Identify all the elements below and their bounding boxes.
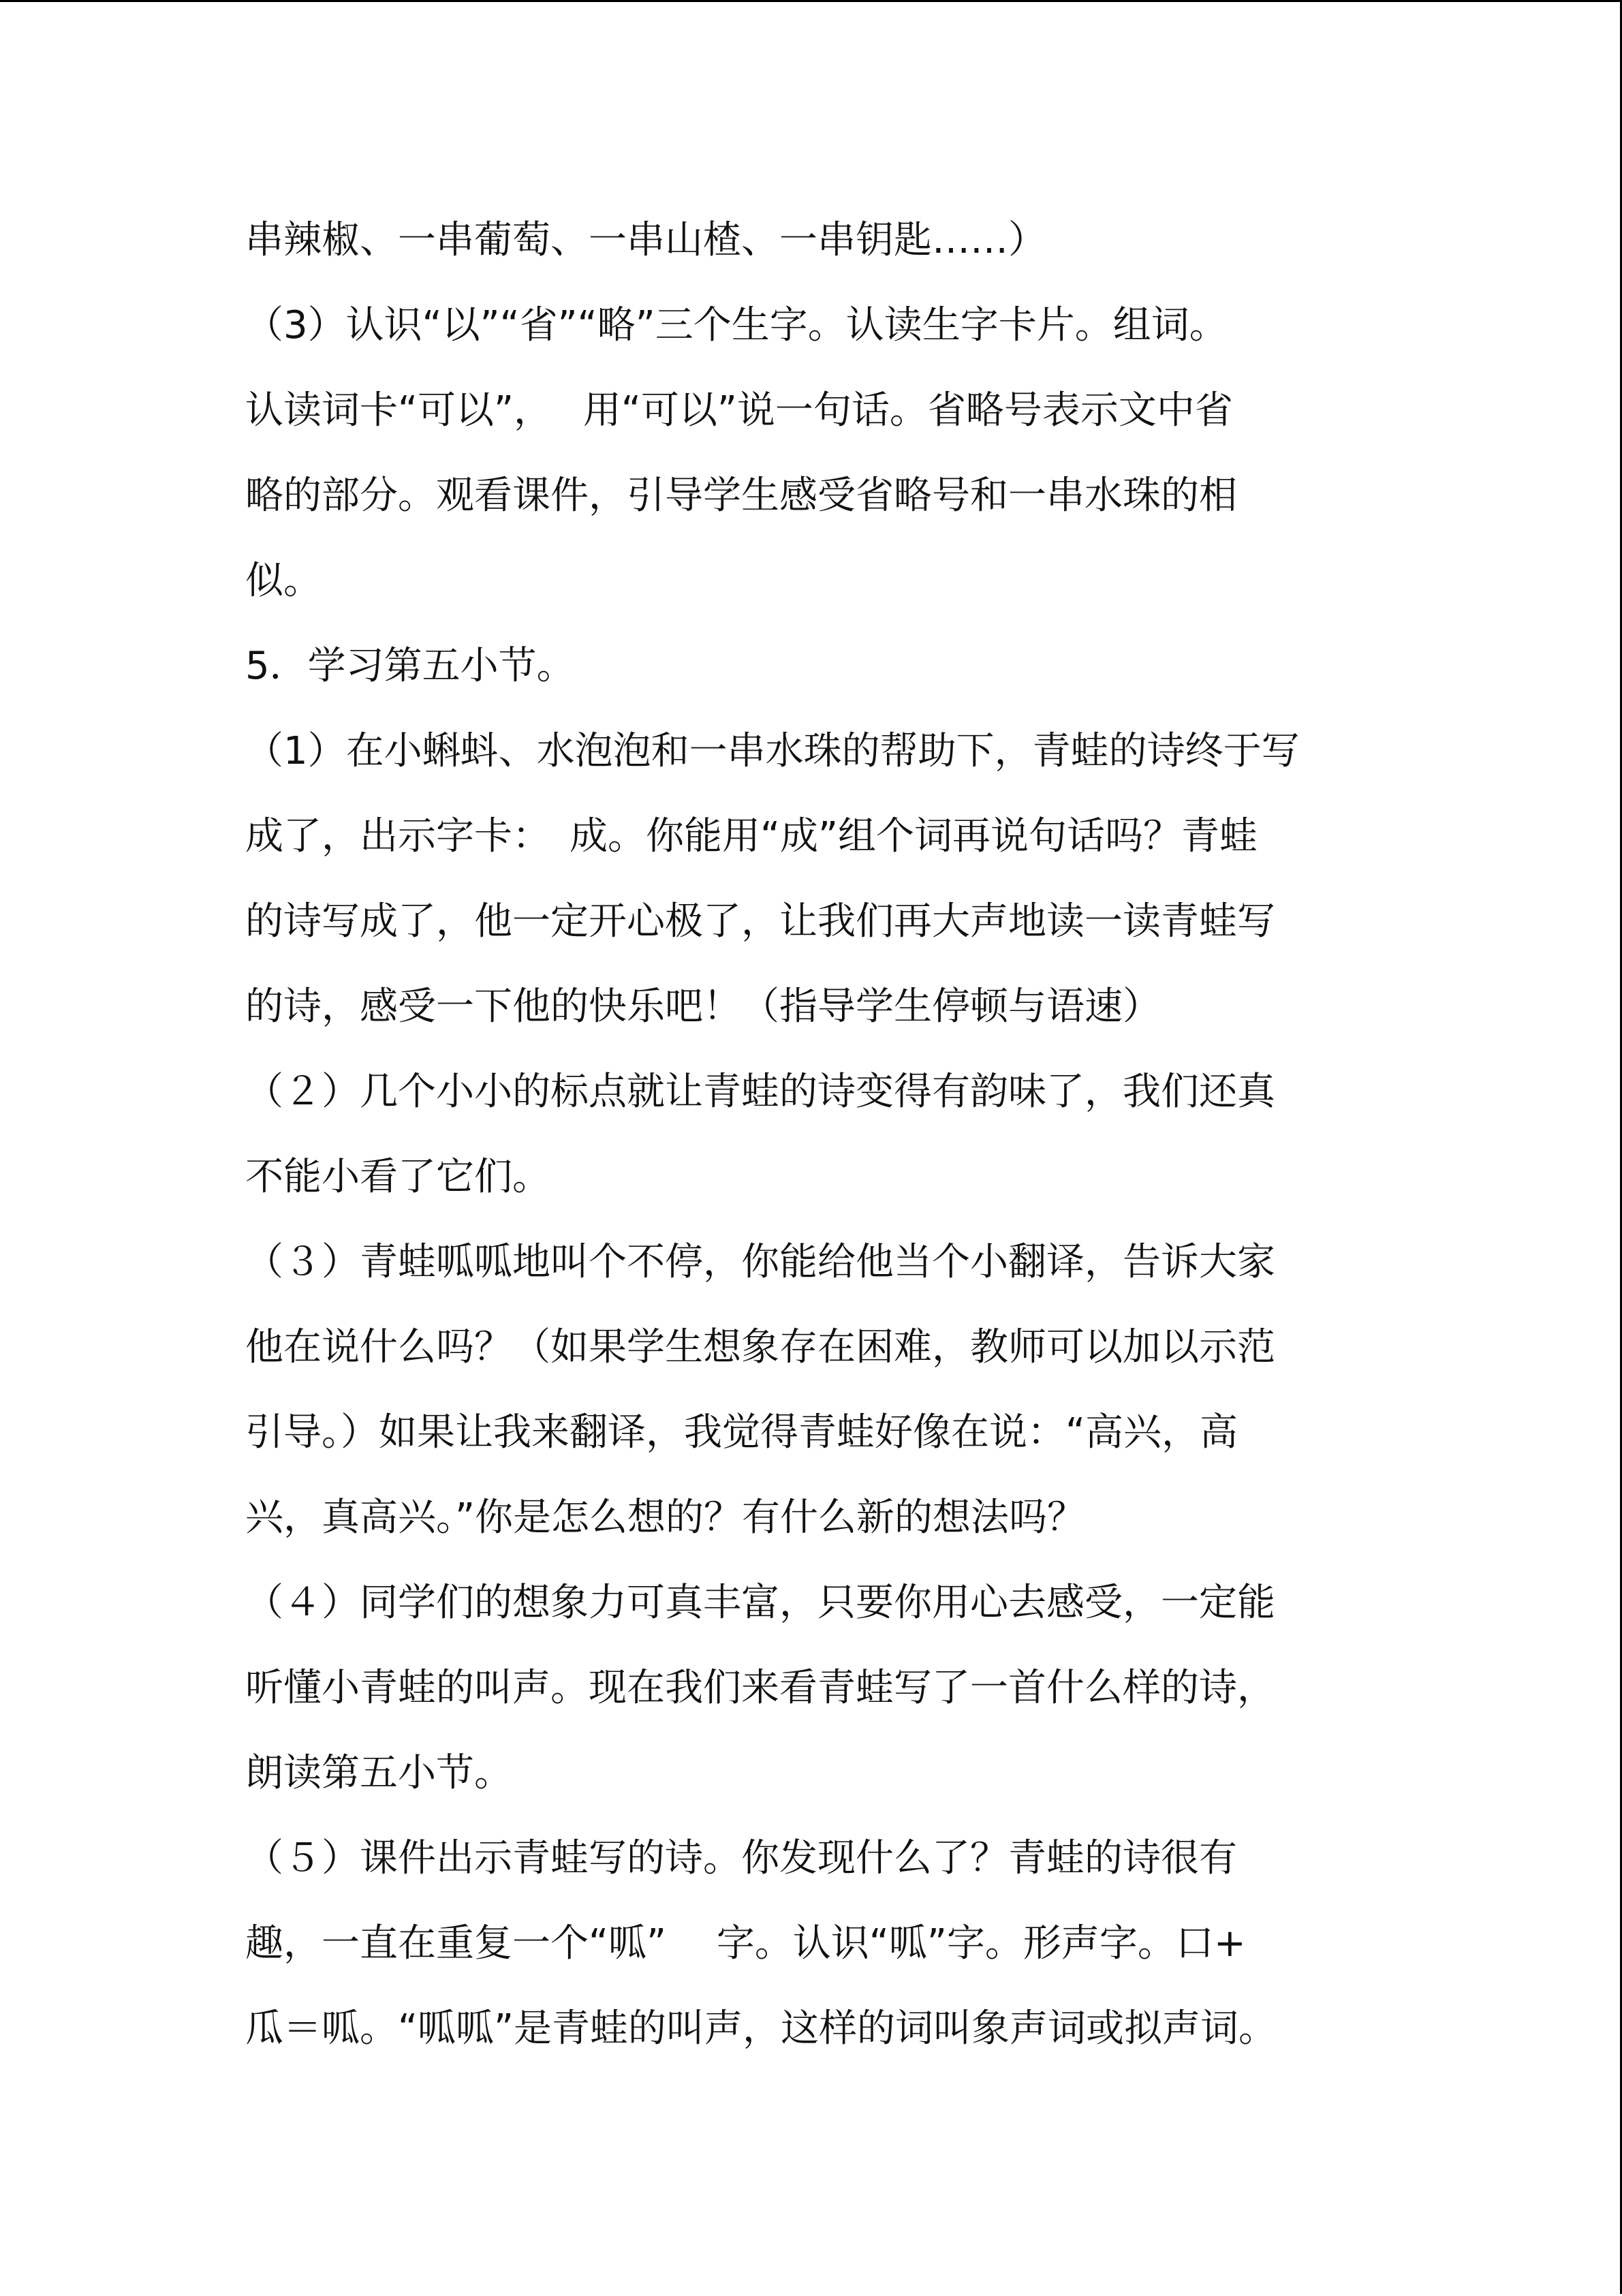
text-line: 似。 <box>245 559 322 603</box>
text-line: 的诗，感受一下他的快乐吧！（指导学生停顿与语速） <box>245 984 1161 1029</box>
text-line: 不能小看了它们。 <box>245 1155 550 1199</box>
text-line: 略的部分。观看课件，引导学生感受省略号和一串水珠的相 <box>245 474 1237 518</box>
text-line: 串辣椒、一串葡萄、一串山楂、一串钥匙……） <box>245 218 1046 262</box>
text-line: 的诗写成了，他一定开心极了，让我们再大声地读一读青蛙写 <box>245 899 1275 944</box>
text-line: （２）几个小小的标点就让青蛙的诗变得有韵味了，我们还真 <box>245 1070 1275 1114</box>
text-line: 成了，出示字卡： 成。你能用“成”组个词再说句话吗？青蛙 <box>245 814 1258 858</box>
document-page <box>0 2 1622 2296</box>
text-line: 5．学习第五小节。 <box>245 644 575 688</box>
text-line: 朗读第五小节。 <box>245 1751 512 1795</box>
text-line: 兴，真高兴。”你是怎么想的？有什么新的想法吗？ <box>245 1495 1086 1540</box>
text-line: 引导。）如果让我来翻译，我觉得青蛙好像在说：“高兴，高 <box>245 1410 1238 1455</box>
text-line: （３）青蛙呱呱地叫个不停，你能给他当个小翻译，告诉大家 <box>245 1240 1275 1284</box>
text-line: 认读词卡“可以”， 用“可以”说一句话。省略号表示文中省 <box>245 388 1233 433</box>
text-line: 他在说什么吗？（如果学生想象存在困难，教师可以加以示范 <box>245 1325 1275 1369</box>
text-line: （４）同学们的想象力可真丰富，只要你用心去感受，一定能 <box>245 1581 1275 1625</box>
text-line: （５）课件出示青蛙写的诗。你发现什么了？青蛙的诗很有 <box>245 1836 1237 1880</box>
text-line: （3）认识“以”“省”“略”三个生字。认读生字卡片。组词。 <box>245 303 1228 347</box>
text-line: 趣，一直在重复一个“呱” 字。认识“呱”字。形声字。口+ <box>245 1921 1246 1966</box>
text-line: 瓜＝呱。“呱呱”是青蛙的叫声，这样的词叫象声词或拟声词。 <box>245 2006 1277 2051</box>
text-line: （1）在小蝌蚪、水泡泡和一串水珠的帮助下，青蛙的诗终于写 <box>245 729 1300 773</box>
text-line: 听懂小青蛙的叫声。现在我们来看青蛙写了一首什么样的诗， <box>245 1666 1275 1710</box>
